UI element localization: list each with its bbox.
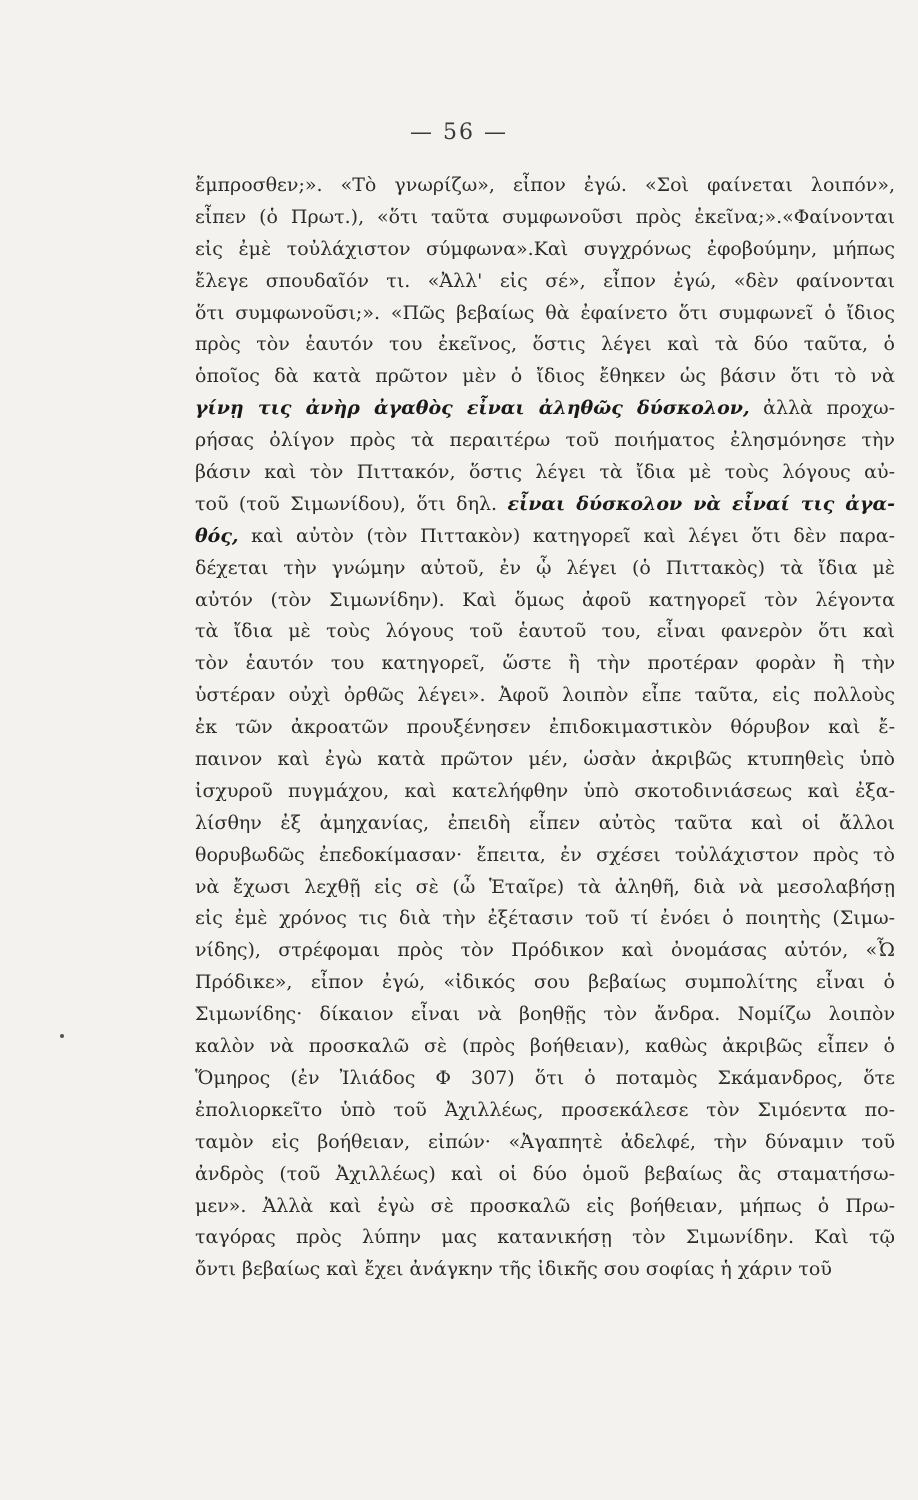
text-line: ταγόρας πρὸς λύπην μας κατανικήσῃ τὸν Σιμωνίδην. Καὶ τῷ (195, 1226, 895, 1249)
text-line: εἰς ἐμὲ τοὐλάχιστον σύμφωνα».Καὶ συγχρόνως ἐφοβούμην, μήπως (195, 237, 895, 260)
text-line: ρήσας ὀλίγον πρὸς τὰ περαιτέρω τοῦ ποιήματος ἐλησμόνησε τὴν (195, 429, 895, 452)
margin-ink-mark (60, 1034, 64, 1038)
text-line-emphasis (195, 521, 895, 553)
page-number: — 56 — (410, 120, 508, 145)
plain-text: ἀλλὰ προχω- (749, 397, 895, 420)
text-line: λίσθην ἐξ ἀμηχανίας, ἐπειδὴ εἶπεν αὐτὸς ταῦτα καὶ οἱ ἄλλοι (195, 811, 895, 834)
text-line: βάσιν καὶ τὸν Πιττακόν, ὅστις λέγει τὰ ἴδια μὲ τοὺς λόγους αὐ- (195, 461, 895, 484)
plain-text: καὶ αὐτὸν (τὸν Πιττακὸν) κατηγορεῖ καὶ λέγει ὅτι δὲν παρα- (238, 524, 895, 547)
text-line: ταμὸν εἰς βοήθειαν, εἰπών· «Ἀγαπητὲ ἀδελφέ, τὴν δύναμιν τοῦ (195, 1130, 895, 1153)
text-line: εἰς ἐμὲ χρόνος τις διὰ τὴν ἐξέτασιν τοῦ τί ἐνόει ὁ ποιητὴς (Σιμω- (195, 907, 895, 930)
text-line: ἔλεγε σπουδαῖόν τι. «Ἀλλ' εἰς σέ», εἶπον ἐγώ, «δὲν φαίνονται (195, 269, 895, 292)
text-line: ὅτι συμφωνοῦσι;». «Πῶς βεβαίως θὰ ἐφαίνετο ὅτι συμφωνεῖ ὁ ἴδιος (195, 301, 895, 324)
plain-text: τοῦ (τοῦ Σιμωνίδου), ὅτι δηλ. (195, 492, 508, 515)
text-line: εἶπεν (ὁ Πρωτ.), «ὅτι ταῦτα συμφωνοῦσι πρὸς ἐκεῖνα;».«Φαίνονται (195, 205, 895, 228)
text-line: ἐπολιορκεῖτο ὑπὸ τοῦ Ἀχιλλέως, προσεκάλεσε τὸν Σιμόεντα πο- (195, 1098, 895, 1121)
text-line: θορυβωδῶς ἐπεδοκίμασαν· ἔπειτα, ἐν σχέσει τοὐλάχιστον πρὸς τὸ (195, 843, 895, 866)
body-text (195, 170, 895, 1286)
text-line: παινον καὶ ἐγὼ κατὰ πρῶτον μέν, ὡσὰν ἀκριβῶς κτυπηθεὶς ὑπὸ (195, 748, 895, 771)
text-line: τὸν ἑαυτόν του κατηγορεῖ, ὥστε ἢ τὴν προτέραν φορὰν ἢ τὴν (195, 652, 895, 675)
text-line-emphasis (195, 489, 895, 521)
text-line: Ὅμηρος (ἐν Ἰλιάδος Φ 307) ὅτι ὁ ποταμὸς Σκάμανδρος, ὅτε (195, 1066, 895, 1089)
text-line: Σιμωνίδης· δίκαιον εἶναι νὰ βοηθῇς τὸν ἄνδρα. Νομίζω λοιπὸν (195, 1003, 895, 1026)
text-line: αὐτόν (τὸν Σιμωνίδην). Καὶ ὅμως ἀφοῦ κατηγορεῖ τὸν λέγοντα (195, 588, 895, 611)
text-line: ἐκ τῶν ἀκροατῶν προυξένησεν ἐπιδοκιμαστικὸν θόρυβον καὶ ἔ- (195, 716, 895, 739)
emphasis-text: εἶναι δύσκολον νὰ εἶναί τις ἀγα- (507, 492, 895, 515)
text-line: ἀνδρὸς (τοῦ Ἀχιλλέως) καὶ οἱ δύο ὁμοῦ βεβαίως ἂς σταματήσω- (195, 1162, 895, 1185)
text-line: καλὸν νὰ προσκαλῶ σὲ (πρὸς βοήθειαν), καθὼς ἀκριβῶς εἶπεν ὁ (195, 1035, 895, 1058)
text-line: τὰ ἴδια μὲ τοὺς λόγους τοῦ ἑαυτοῦ του, εἶναι φανερὸν ὅτι καὶ (195, 620, 895, 643)
text-line: μεν». Ἀλλὰ καὶ ἐγὼ σὲ προσκαλῶ εἰς βοήθειαν, μήπως ὁ Πρω- (195, 1194, 895, 1217)
text-line: πρὸς τὸν ἑαυτόν του ἐκεῖνος, ὅστις λέγει καὶ τὰ δύο ταῦτα, ὁ (195, 333, 895, 356)
emphasis-text: γίνῃ τις ἀνὴρ ἀγαθὸς εἶναι ἀληθῶς δύσκολον, (195, 397, 750, 420)
text-line: νὰ ἔχωσι λεχθῇ εἰς σὲ (ὦ Ἑταῖρε) τὰ ἀληθῆ, διὰ νὰ μεσολαβήσῃ (195, 875, 895, 898)
text-line: ὄντι βεβαίως καὶ ἔχει ἀνάγκην τῆς ἰδικῆς σου σοφίας ἡ χάριν τοῦ (195, 1258, 832, 1281)
text-line: ἔμπροσθεν;». «Τὸ γνωρίζω», εἶπον ἐγώ. «Σοὶ φαίνεται λοιπόν», (195, 174, 895, 196)
text-line: νίδης), στρέφομαι πρὸς τὸν Πρόδικον καὶ ὀνομάσας αὐτόν, «Ὦ (195, 939, 895, 962)
text-line: ἰσχυροῦ πυγμάχου, καὶ κατελήφθην ὑπὸ σκοτοδινιάσεως καὶ ἐξα- (195, 779, 895, 802)
text-line: ὑστέραν οὐχὶ ὀρθῶς λέγει». Ἀφοῦ λοιπὸν εἶπε ταῦτα, εἰς πολλοὺς (195, 684, 895, 707)
text-line: Πρόδικε», εἶπον ἐγώ, «ἰδικός σου βεβαίως συμπολίτης εἶναι ὁ (195, 971, 895, 994)
text-line: δέχεται τὴν γνώμην αὐτοῦ, ἐν ᾧ λέγει (ὁ Πιττακὸς) τὰ ἴδια μὲ (195, 556, 895, 579)
text-line: ὁποῖος δὰ κατὰ πρῶτον μὲν ὁ ἴδιος ἔθηκεν ὡς βάσιν ὅτι τὸ νὰ (195, 365, 895, 388)
emphasis-text: θός, (195, 524, 239, 547)
text-line-emphasis (195, 393, 895, 425)
